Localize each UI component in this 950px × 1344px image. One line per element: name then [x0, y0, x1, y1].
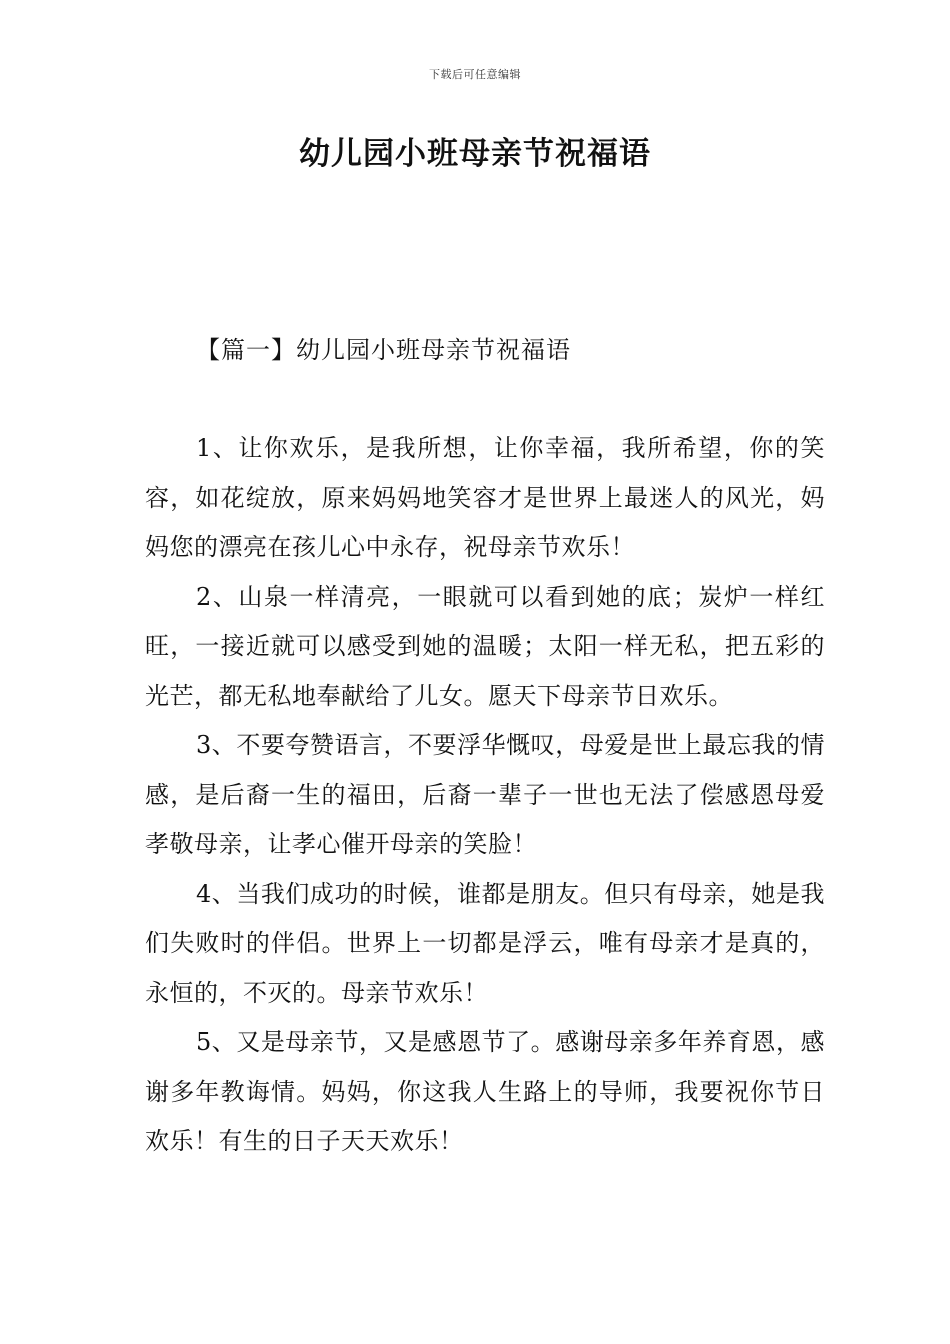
document-title: 幼儿园小班母亲节祝福语 [299, 136, 651, 172]
header-note: 下载后可任意编辑 [429, 68, 521, 81]
section-heading: 【篇一】幼儿园小班母亲节祝福语 [196, 336, 571, 364]
paragraph-3: 3、不要夸赞语言，不要浮华慨叹，母爱是世上最忘我的情感，是后裔一生的福田，后裔一辈子一世也无法了偿感恩母爱孝敬母亲，让孝心催开母亲的笑脸！ [145, 731, 825, 858]
body-text [145, 424, 825, 1167]
paragraph-1: 1、让你欢乐，是我所想，让你幸福，我所希望，你的笑容，如花绽放，原来妈妈地笑容才是世界上最迷人的风光，妈妈您的漂亮在孩儿心中永存，祝母亲节欢乐！ [145, 434, 825, 561]
paragraph-2: 2、山泉一样清亮，一眼就可以看到她的底；炭炉一样红旺，一接近就可以感受到她的温暖；太阳一样无私，把五彩的光芒，都无私地奉献给了儿女。愿天下母亲节日欢乐。 [145, 582, 825, 710]
paragraph-5: 5、又是母亲节，又是感恩节了。感谢母亲多年养育恩，感谢多年教诲情。妈妈，你这我人生路上的导师，我要祝你节日欢乐！有生的日子天天欢乐！ [145, 1028, 825, 1155]
paragraph-4: 4、当我们成功的时候，谁都是朋友。但只有母亲，她是我们失败时的伴侣。世界上一切都是浮云，唯有母亲才是真的，永恒的，不灭的。母亲节欢乐！ [145, 879, 825, 1007]
